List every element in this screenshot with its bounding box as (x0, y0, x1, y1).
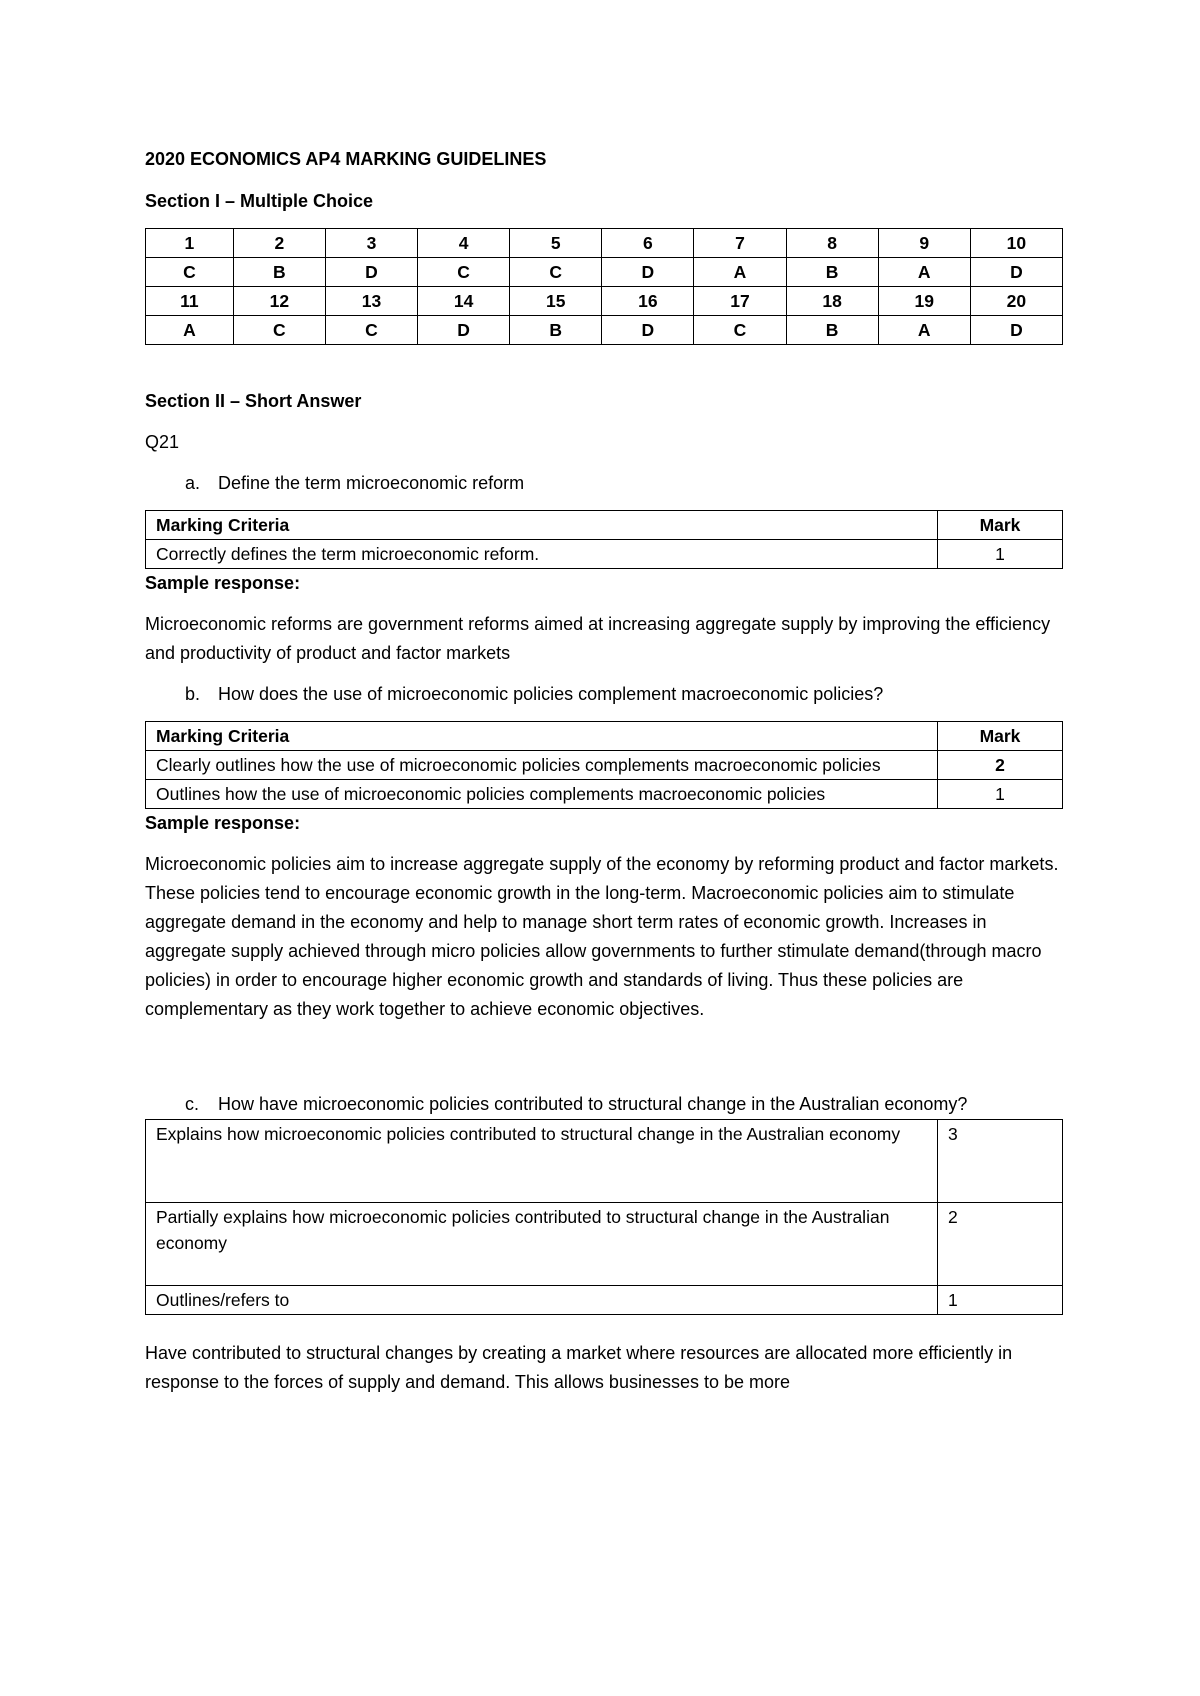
mc-question-number: 1 (146, 229, 234, 258)
multiple-choice-table (145, 228, 1063, 345)
mc-answer: A (694, 258, 786, 287)
q21c-question (145, 1090, 1063, 1119)
mc-answer: D (602, 258, 694, 287)
mc-answer: C (146, 258, 234, 287)
mc-answer: C (233, 316, 325, 345)
mc-question-number: 5 (510, 229, 602, 258)
criteria-text: Outlines/refers to (146, 1286, 938, 1315)
q21b-letter: b. (185, 684, 201, 704)
criteria-text: Explains how microeconomic policies contributed to structural change in the Australian economy (146, 1120, 938, 1203)
mc-answer: A (878, 258, 970, 287)
q21a-text: Define the term microeconomic reform (218, 473, 525, 493)
mc-question-number-row (146, 229, 1063, 258)
page-content (145, 145, 1063, 1397)
mc-answer: C (694, 316, 786, 345)
mc-answer: D (970, 258, 1062, 287)
mc-question-number: 18 (786, 287, 878, 316)
table-row (146, 1203, 1063, 1286)
mc-answer: D (970, 316, 1062, 345)
table-header-row (146, 722, 1063, 751)
section-2-heading: Section II – Short Answer (145, 391, 362, 411)
q21a-letter: a. (185, 473, 201, 493)
table-row (146, 780, 1063, 809)
criteria-mark: 2 (938, 1203, 1063, 1286)
mc-answer: B (786, 258, 878, 287)
mc-question-number: 9 (878, 229, 970, 258)
criteria-mark: 1 (938, 540, 1063, 569)
mc-answer: B (510, 316, 602, 345)
mc-question-number: 8 (786, 229, 878, 258)
mc-question-number: 11 (146, 287, 234, 316)
mc-answer: D (418, 316, 510, 345)
mc-question-number: 3 (325, 229, 417, 258)
q21b-sample-heading: Sample response: (145, 813, 301, 833)
criteria-mark: 1 (938, 1286, 1063, 1315)
mc-answer: B (233, 258, 325, 287)
mc-question-number: 20 (970, 287, 1062, 316)
mc-answer: D (602, 316, 694, 345)
mc-question-number-row (146, 287, 1063, 316)
mc-question-number: 2 (233, 229, 325, 258)
q21c-sample-response: Have contributed to structural changes by creating a market where resources are allocated more efficiently in response to the forces of supply and demand. This allows businesses to be more (145, 1343, 1013, 1392)
table-row (146, 1120, 1063, 1203)
criteria-text: Clearly outlines how the use of microeconomic policies complements macroeconomic policies (146, 751, 938, 780)
mc-question-number: 19 (878, 287, 970, 316)
criteria-text: Partially explains how microeconomic policies contributed to structural change in the Australian economy (146, 1203, 938, 1286)
mc-question-number: 13 (325, 287, 417, 316)
mc-answer: C (510, 258, 602, 287)
mc-answer: D (325, 258, 417, 287)
q21b-text: How does the use of microeconomic policies complement macroeconomic policies? (218, 684, 884, 704)
q21b-criteria-table (145, 721, 1063, 809)
document-title: 2020 ECONOMICS AP4 MARKING GUIDELINES (145, 149, 547, 169)
criteria-text: Outlines how the use of microeconomic policies complements macroeconomic policies (146, 780, 938, 809)
mc-answer-row (146, 316, 1063, 345)
mc-question-number: 16 (602, 287, 694, 316)
mc-answer: C (325, 316, 417, 345)
mc-answer: A (146, 316, 234, 345)
q21c-letter: c. (185, 1094, 200, 1114)
mc-question-number: 15 (510, 287, 602, 316)
table-header-row (146, 511, 1063, 540)
mark-header: Mark (938, 511, 1063, 540)
mc-answer: A (878, 316, 970, 345)
mc-question-number: 14 (418, 287, 510, 316)
mc-question-number: 10 (970, 229, 1062, 258)
mc-answer: C (418, 258, 510, 287)
table-row (146, 540, 1063, 569)
criteria-text: Correctly defines the term microeconomic reform. (146, 540, 938, 569)
q21a-sample-heading: Sample response: (145, 573, 301, 593)
criteria-header: Marking Criteria (146, 722, 938, 751)
criteria-mark: 1 (938, 780, 1063, 809)
section-1-heading: Section I – Multiple Choice (145, 191, 374, 211)
mc-question-number: 17 (694, 287, 786, 316)
q21a-sample-response: Microeconomic reforms are government reforms aimed at increasing aggregate supply by improving the efficiency and productivity of product and factor markets (145, 614, 1051, 663)
mc-question-number: 4 (418, 229, 510, 258)
q21a-criteria-table (145, 510, 1063, 569)
criteria-mark: 3 (938, 1120, 1063, 1203)
mc-answer: B (786, 316, 878, 345)
mc-question-number: 6 (602, 229, 694, 258)
criteria-mark: 2 (938, 751, 1063, 780)
q21b-sample-response: Microeconomic policies aim to increase aggregate supply of the economy by reforming product and factor markets. These policies tend to encourage economic growth in the long-term. Macroeconomic policies aim to stimulate aggregate demand in the economy and help to manage short term rates of economic growth. Increases in aggregate supply achieved through micro policies allow governments to further stimulate demand(through macro policies) in order to encourage higher economic growth and standards of living. Thus these policies are complementary as they work together to achieve economic objectives. (145, 854, 1059, 1019)
mc-question-number: 7 (694, 229, 786, 258)
q21c-criteria-table (145, 1119, 1063, 1315)
q21c-text: How have microeconomic policies contributed to structural change in the Australian economy? (218, 1094, 968, 1114)
mc-answer-row (146, 258, 1063, 287)
q21b-question (145, 680, 1063, 709)
q21-label: Q21 (145, 432, 180, 452)
q21a-question (145, 469, 1063, 498)
table-row (146, 751, 1063, 780)
mark-header: Mark (938, 722, 1063, 751)
criteria-header: Marking Criteria (146, 511, 938, 540)
table-row (146, 1286, 1063, 1315)
mc-question-number: 12 (233, 287, 325, 316)
